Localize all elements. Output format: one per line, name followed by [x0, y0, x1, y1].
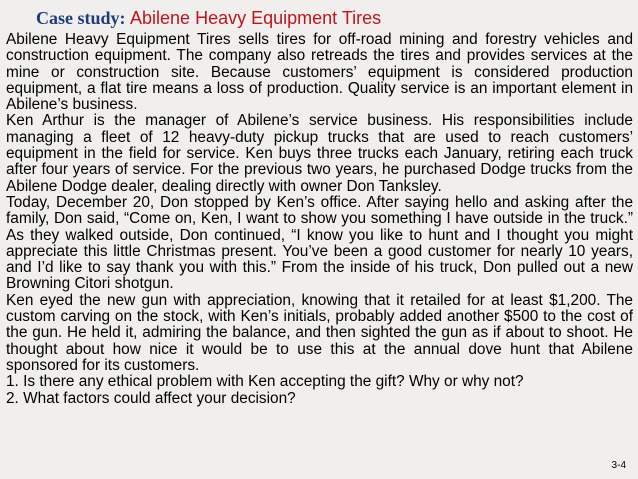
title-label: Case study:	[36, 8, 126, 28]
paragraph-2: Ken Arthur is the manager of Abilene’s service business. His responsibilities include managing a fleet of 12 heavy-duty pickup trucks that are used to reach customers’ equipment in the field for service. Ken buys three trucks each January, retiring each truck after four years of service. For the previous two years, he purchased Dodge trucks from the Abilene Dodge dealer, dealing directly with owner Don Tanksley.	[6, 112, 633, 195]
paragraph-4: Ken eyed the new gun with appreciation, knowing that it retailed for at least $1,200. The custom carving on the stock, with Ken’s initials, probably added another $500 to the cost of the gun. He held it, admiring the balance, and then sighted the gun as if about to shoot. He thought about how nice it would be to use this at the annual dove hunt that Abilene sponsored for its customers.	[6, 291, 633, 374]
question-1: 1. Is there any ethical problem with Ken accepting the gift? Why or why not?	[6, 373, 524, 391]
paragraph-3: Today, December 20, Don stopped by Ken’s office. After saying hello and asking after the family, Don said, “Come on, Ken, I want to show you something I have outside in the truck.” As they walked outside, Don continued, “I know you like to hunt and I thought you might appreciate this little Christmas present. You’ve been a good customer for nearly 10 years, and I’d like to say thank you with this.” From the inside of his truck, Don pulled out a new Browning Citori shotgun.	[6, 193, 633, 293]
slide-title	[36, 7, 381, 29]
question-2: 2. What factors could affect your decision?	[6, 389, 296, 407]
case-text	[6, 32, 633, 407]
page-number: 3-4	[611, 460, 626, 471]
title-case-name: Abilene Heavy Equipment Tires	[130, 8, 382, 28]
paragraph-1: Abilene Heavy Equipment Tires sells tires for off-road mining and forestry vehicles and construction equipment. The company also retreads the tires and provides services at the mine or construction site. Because customers’ equipment is considered production equipment, a flat tire means a loss of production. Quality service is an important element in Abilene’s business.	[6, 31, 633, 114]
